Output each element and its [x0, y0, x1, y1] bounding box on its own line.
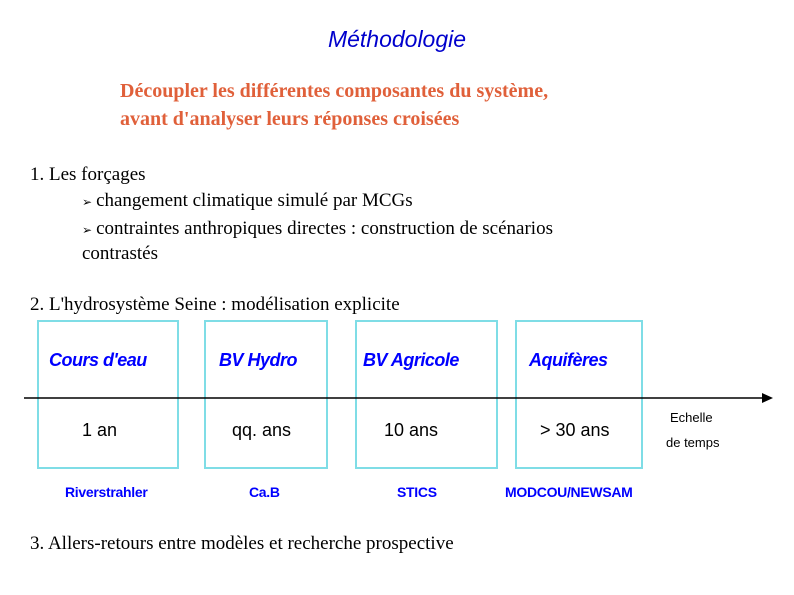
model-label: Ca.B: [249, 484, 280, 500]
box-title: BV Agricole: [363, 350, 459, 370]
box-title: Aquifères: [529, 350, 608, 370]
subtitle-line-2: avant d'analyser leurs réponses croisées: [120, 108, 460, 130]
model-label: MODCOU/NEWSAM: [505, 484, 633, 500]
model-label: STICS: [397, 484, 437, 500]
box-duration: qq. ans: [232, 420, 292, 440]
bullet-item: [82, 218, 553, 240]
scale-label-line-1: Echelle: [670, 410, 713, 425]
subtitle-line-1: Découpler les différentes composantes du système,: [120, 80, 549, 102]
section-1-heading: 1. Les forçages: [30, 164, 146, 185]
box-duration: 10 ans: [384, 420, 439, 440]
bullet-item: [82, 190, 413, 212]
scale-label-line-2: de temps: [666, 435, 720, 450]
bullet-text: changement climatique simulé par MCGs: [96, 190, 413, 211]
section-2-heading: 2. L'hydrosystème Seine : modélisation explicite: [30, 294, 400, 315]
box-title: Cours d'eau: [49, 350, 147, 370]
box-title: BV Hydro: [219, 350, 298, 370]
page-title: Méthodologie: [327, 26, 467, 52]
box-duration: > 30 ans: [540, 420, 610, 440]
arrow-bullet-icon: ➢: [82, 223, 93, 237]
section-3-heading: 3. Allers-retours entre modèles et recherche prospective: [30, 533, 454, 554]
arrow-bullet-icon: ➢: [82, 195, 93, 209]
model-label: Riverstrahler: [65, 484, 148, 500]
bullet-continuation: contrastés: [82, 243, 158, 264]
time-axis-arrow: [24, 390, 774, 406]
bullet-text: contraintes anthropiques directes : construction de scénarios: [96, 218, 553, 239]
box-duration: 1 an: [82, 420, 118, 440]
